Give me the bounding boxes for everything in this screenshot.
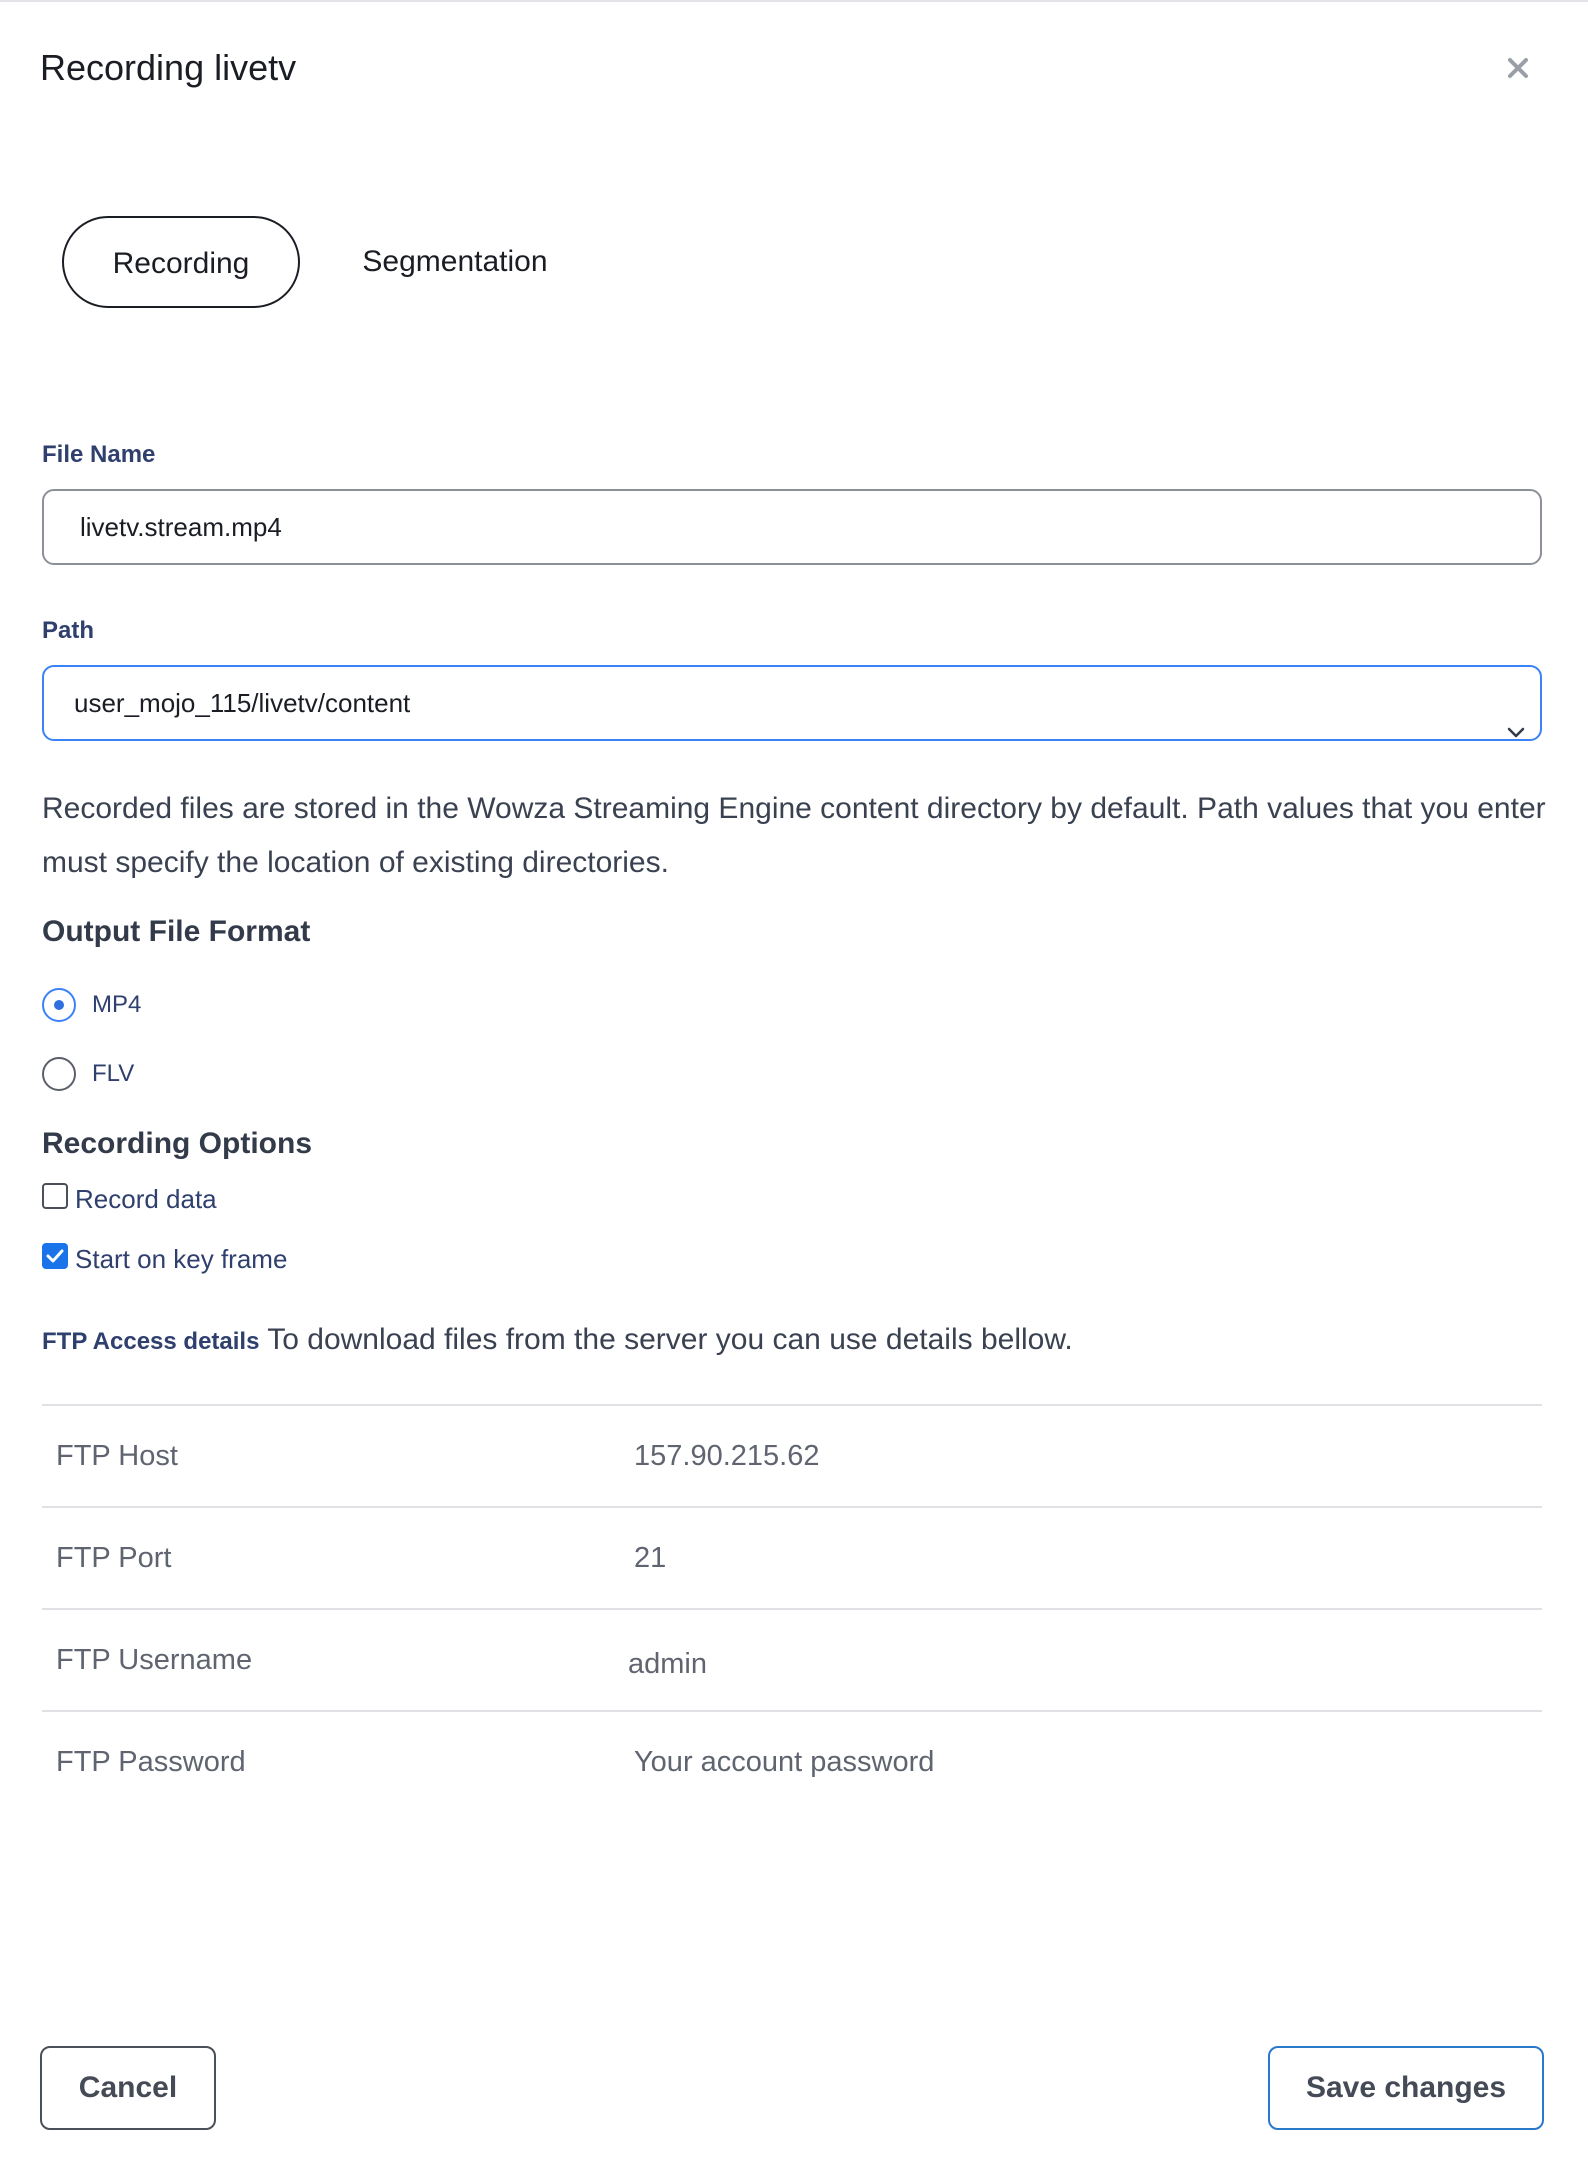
dialog-title: Recording livetv (40, 47, 297, 88)
start-on-key-frame-checkbox[interactable] (42, 1243, 68, 1269)
table-row (42, 1404, 1542, 1506)
record-data-checkbox[interactable] (42, 1183, 68, 1209)
record-data-label: Record data (75, 1184, 217, 1214)
radio-mp4[interactable] (42, 988, 76, 1022)
ftp-details-table (42, 1404, 1542, 1812)
ftp-intro-text: To download files from the server you can use details bellow. (259, 1323, 1073, 1356)
path-select-value: user_mojo_115/livetv/content (74, 688, 411, 718)
table-row (42, 1506, 1542, 1608)
path-label: Path (42, 617, 95, 644)
file-name-label: File Name (42, 441, 156, 468)
ftp-username-key: FTP Username (56, 1644, 253, 1676)
ftp-port-key: FTP Port (56, 1542, 172, 1574)
ftp-host-key: FTP Host (56, 1440, 178, 1472)
ftp-password-key: FTP Password (56, 1746, 246, 1778)
radio-mp4-label: MP4 (92, 991, 142, 1018)
ftp-password-value: Your account password (634, 1746, 935, 1778)
ftp-intro (42, 1320, 1073, 1362)
ftp-username-value: admin (628, 1648, 707, 1680)
tab-segmentation[interactable]: Segmentation (362, 245, 548, 278)
ftp-host-value: 157.90.215.62 (634, 1440, 820, 1472)
path-help-text: Recorded files are stored in the Wowza Streaming Engine content directory by default. Path values that you enter must specify the location of existing directories. (42, 792, 1546, 879)
output-format-heading: Output File Format (42, 915, 311, 948)
recording-options-heading: Recording Options (42, 1127, 312, 1160)
file-name-input[interactable] (42, 489, 1542, 565)
path-select[interactable] (42, 665, 1542, 741)
radio-flv[interactable] (42, 1057, 76, 1091)
table-row (42, 1710, 1542, 1812)
ftp-port-value: 21 (634, 1542, 667, 1574)
table-row (42, 1608, 1542, 1710)
start-on-key-frame-label: Start on key frame (75, 1244, 288, 1274)
radio-flv-label: FLV (92, 1060, 135, 1087)
checkmark-icon (42, 1243, 68, 1269)
save-changes-button[interactable]: Save changes (1268, 2046, 1544, 2130)
cancel-button[interactable]: Cancel (40, 2046, 216, 2130)
chevron-down-icon (1506, 695, 1526, 709)
tab-recording[interactable]: Recording (62, 216, 300, 308)
ftp-intro-title: FTP Access details (42, 1328, 260, 1355)
close-icon[interactable] (1500, 50, 1536, 86)
